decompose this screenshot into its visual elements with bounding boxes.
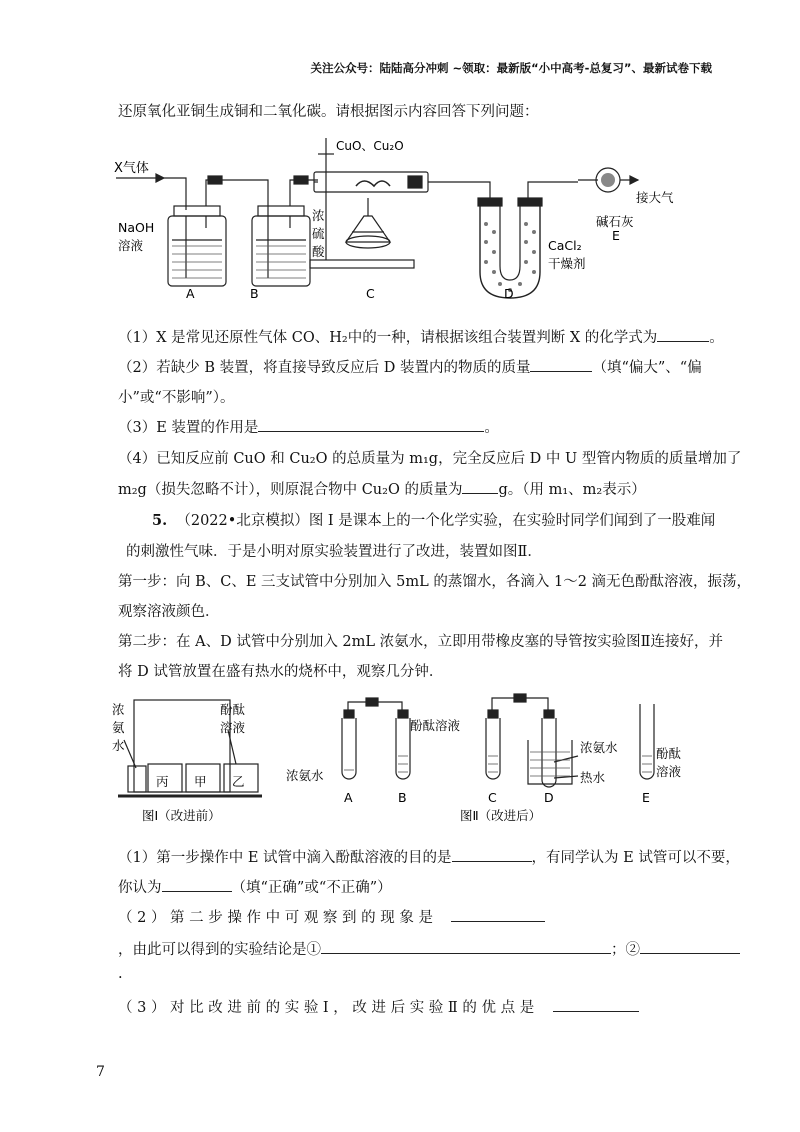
answer-blank-7[interactable] (451, 907, 545, 922)
phenol-e-label-1: 酚酞 (656, 746, 682, 761)
fig2-phenol-label-2: 溶液 (220, 720, 246, 735)
acid-label-2: 硫 (312, 226, 325, 241)
q4-part-2-cont: 小”或“不影响”）。 (118, 390, 235, 406)
reactant-label: CuO、Cu₂O (336, 139, 404, 153)
fig2-caption-1: 图Ⅰ（改进前） (142, 808, 221, 823)
ammonia-label: 浓氨水 (286, 768, 324, 783)
answer-blank-8[interactable] (321, 939, 611, 954)
hot-water-label: 热水 (580, 770, 606, 785)
fig2-label-a: A (344, 790, 353, 805)
fig1-label-a: A (186, 286, 195, 301)
answer-blank-9[interactable] (640, 939, 740, 954)
q5-part-1-cont: 你认为 （填“正确”或“不正确”） (118, 876, 392, 897)
atmosphere-label: 接大气 (636, 190, 674, 205)
q5-intro-cont: 的刺激性气味．于是小明对原实验装置进行了改进，装置如图Ⅱ． (126, 544, 542, 560)
ammonia-label-2: 浓氨水 (580, 740, 618, 755)
fig1-label-c: C (366, 286, 375, 301)
phenol-e-label-2: 溶液 (656, 764, 682, 779)
q4-part-4-cont: m₂g（损失忽略不计），则原混合物中 Cu₂O 的质量为 g。（用 m₁、m₂表示） (118, 478, 646, 499)
step1-text-cont: 观察溶液颜色． (118, 604, 220, 620)
beaker-label-bing: 丙 (156, 774, 169, 789)
fig2-left-label-3: 水 (112, 738, 125, 753)
page-number: 7 (96, 1064, 105, 1080)
answer-blank-4[interactable] (462, 479, 498, 494)
answer-blank-6[interactable] (162, 877, 232, 892)
q4-part-4: （4）已知反应前 CuO 和 Cu₂O 的总质量为 m₁g，完全反应后 D 中 U 型管内物质的质量增加了 (118, 451, 742, 467)
answer-blank-10[interactable] (553, 997, 639, 1012)
naoh-solution-label: 溶液 (118, 238, 144, 253)
answer-blank-5[interactable] (452, 847, 532, 862)
fig1-label-b: B (250, 286, 259, 301)
beaker-label-yi: 乙 (232, 774, 245, 789)
fig2-label-c: C (488, 790, 497, 805)
apparatus-figure-2 (108, 690, 688, 832)
acid-label-3: 酸 (312, 244, 325, 259)
q5-part-2: （ 2 ） 第 二 步 操 作 中 可 观 察 到 的 现 象 是 (118, 906, 545, 927)
q4-part-3: （3）E 装置的作用是 。 (118, 416, 499, 437)
answer-blank-3[interactable] (258, 417, 484, 432)
fig2-left-label-1: 浓 (112, 702, 125, 717)
dryer-label: 干燥剂 (548, 256, 586, 271)
phenol-solution-label: 酚酞溶液 (410, 718, 461, 733)
fig2-label-e: E (642, 790, 650, 805)
naoh-label: NaOH (118, 220, 155, 235)
q5-part-3: （ 3 ） 对 比 改 进 前 的 实 验 Ⅰ ， 改 进 后 实 验 Ⅱ 的 优 点 是 (118, 996, 639, 1017)
answer-blank-2[interactable] (530, 357, 592, 372)
page-header: 关注公众号：陆陆高分冲刺 ~领取：最新版“小中高考-总复习”、最新试卷下载 (310, 61, 712, 75)
q4-part-1: （1）X 是常见还原性气体 CO、H₂中的一种，请根据该组合装置判断 X 的化学式为 。 (118, 326, 724, 347)
q5-part-2-cont: ，由此可以得到的实验结论是① ；② (118, 938, 740, 959)
fig2-label-b: B (398, 790, 407, 805)
step2-text-cont: 将 D 试管放置在盛有热水的烧杯中，观察几分钟． (118, 664, 444, 680)
cacl2-label: CaCl₂ (548, 238, 582, 253)
fig2-left-label-2: 氨 (112, 720, 125, 735)
apparatus-figure-1 (108, 128, 718, 306)
fig1-label-e: E (612, 228, 620, 243)
step2-text: 第二步：在 A、D 试管中分别加入 2mL 浓氨水，立即用带橡皮塞的导管按实验图Ⅱ连接好，并 (118, 634, 723, 650)
fig2-label-d: D (544, 790, 554, 805)
q5-part-1: （1）第一步操作中 E 试管中滴入酚酞溶液的目的是 ，有同学认为 E 试管可以不要， (118, 846, 740, 867)
fig2-phenol-label-1: 酚酞 (220, 702, 246, 717)
q5-part-2-end: . (118, 966, 123, 982)
q5-intro: 5. （2022•北京模拟）图 I 是课本上的一个化学实验，在实验时同学们闻到了一股难闻 (152, 512, 716, 529)
gas-label: X气体 (114, 161, 149, 176)
acid-label-1: 浓 (312, 208, 325, 223)
fig2-caption-2: 图Ⅱ（改进后） (460, 808, 542, 823)
answer-blank-1[interactable] (657, 327, 709, 342)
q4-part-2: （2）若缺少 B 装置，将直接导致反应后 D 装置内的物质的质量 （填“偏大”、“偏 (118, 356, 702, 377)
fig1-label-d: D (504, 286, 514, 301)
soda-lime-label: 碱石灰 (596, 214, 634, 229)
intro-text: 还原氧化亚铜生成铜和二氧化碳。请根据图示内容回答下列问题： (118, 104, 539, 120)
beaker-label-jia: 甲 (194, 774, 207, 789)
step1-text: 第一步：向 B、C、E 三支试管中分别加入 5mL 的蒸馏水，各滴入 1～2 滴无色酚酞溶液，振荡， (118, 574, 752, 590)
